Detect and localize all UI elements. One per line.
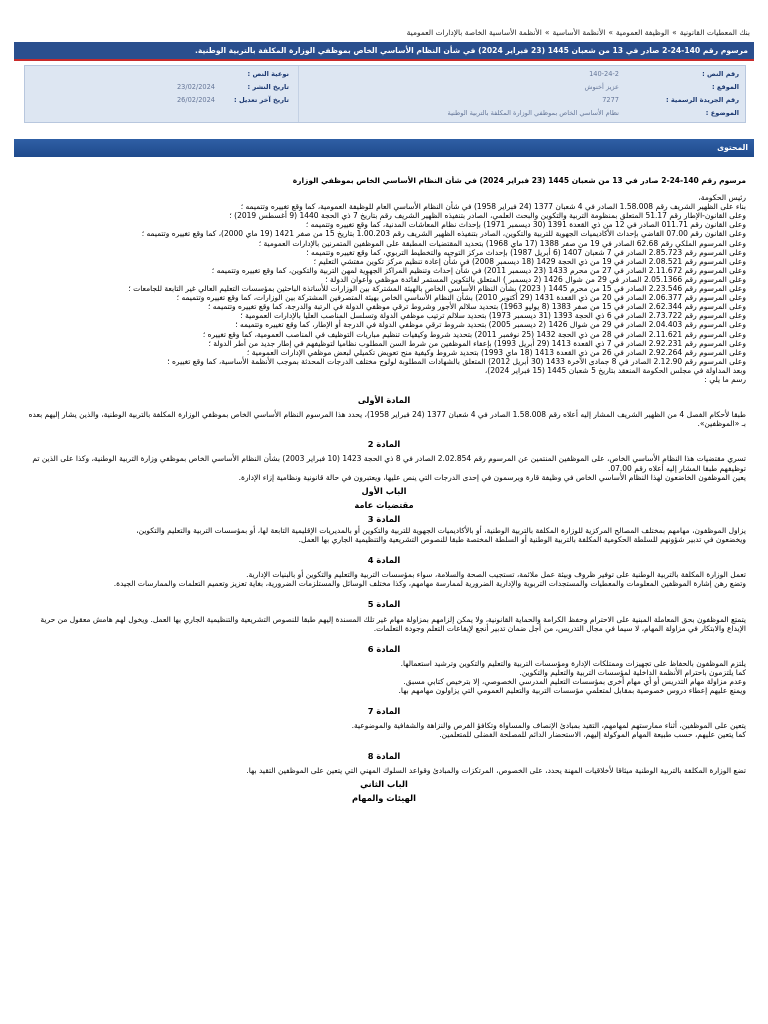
article-paragraph: يزاول الموظفون، مهامهم بمختلف المصالح المركزية للوزارة المكلفة بالتربية الوطنية، أو بالأكاديميات الجهوية للتربية والتكوين أو بالمديريات الإقليمية التابعة لها، أو بمؤسسات التربية والتعليم والتكوين، xyxy=(136,526,746,535)
text-number-value: 140-24-2 xyxy=(589,70,619,78)
article-paragraph: تعمل الوزارة المكلفة بالتربية الوطنية على توفير ظروف وبيئة عمل ملائمة، تستجيب الصحة والسلامة، سواء بمؤسسات التربية والتعليم والتكوين أو بالبنيات الإدارية. xyxy=(246,570,746,580)
metadata-row xyxy=(25,94,745,106)
content-section-header: المحتوى xyxy=(14,139,754,157)
article-paragraph: يتعين على الموظفين، أثناء ممارستهم لمهامهم، التقيد بمبادئ الإنصاف والمساواة وتكافؤ الفرص والنزاهة والشفافية والموضوعية. xyxy=(351,721,746,731)
article-paragraph: يعين الموظفون الخاضعون لهذا النظام الأساسي الخاص في وظيفة قارة ويرسمون في إحدى الدرجات التي ينص عليها، ويعتبرون في حالة قانونية ونظامية إزاء الإدارة. xyxy=(238,472,746,482)
last-modified-label: تاريخ آخر تعديل : xyxy=(234,96,289,104)
last-modified-value: 26/02/2024 xyxy=(176,96,215,104)
article-heading: المادة الأولى xyxy=(357,395,411,406)
preamble-line: وبعد المداولة في مجلس الحكومة المنعقد بتاريخ 5 شعبان 1445 (15 فبراير 2024)، xyxy=(484,365,746,375)
article-paragraph: يلتزم الموظفون بالحفاظ على تجهيزات وممتلكات الإدارة ومؤسسات التربية والتعليم والتكوين وترشيد استعمالها. xyxy=(400,658,746,668)
breadcrumb-separator: » xyxy=(608,28,613,37)
article-paragraph: تسري مقتضيات هذا النظام الأساسي الخاص، على الموظفين المنتمين عن المرسوم رقم 2.02.854 الصادر في 8 ذي الحجة 1423 (10 فبراير 2003) بشأن النظام الأساسي الخاص بموظفي وزارة التربية الوطنية، وكذا على الذين تم توظيفهم طبقا المشار إليه أعلاه رقم 07.00. xyxy=(32,454,746,473)
article-paragraph: كما يتعين عليهم، حسب طبيعة المهام الموكولة إليهم، الاستحضار الدائم للمصلحة الفضلى للمتعلمين. xyxy=(439,730,746,740)
article-paragraph: ويخضعون في تدبير شؤونهم للسلطة الحكومية المكلفة بالتربية الوطنية أو السلطة المختصة طبقا للنصوص التشريعية والتنظيمية الجاري بها العمل. xyxy=(298,535,746,545)
preamble-line: رئيس الحكومة، xyxy=(698,193,746,203)
document-body xyxy=(22,168,746,1024)
article-heading: المادة 2 xyxy=(367,439,401,450)
article-heading: المادة 8 xyxy=(367,750,401,761)
article-heading: المادة 7 xyxy=(367,706,401,717)
preamble-line: وعلى المرسوم رقم 2.92.264 الصادر في 26 من ذي القعدة 1413 (18 ماي 1993) بتحديد شروط وكيفية منح تعويض تكميلي لبعض موظفي الإدارات العمومية ؛ xyxy=(246,347,746,357)
article-paragraph: يتمتع الموظفون بحق المعاملة المبنية على الاحترام وحفظ الكرامة والحماية القانونية، ولا يمكن إلزامهم بمزاولة مهام غير تلك المسندة إليهم طبقا للنصوص التشريعية والتنظيمية الجاري بها العمل. ويخول لهم هامش معقول من حرية الإبداع والابتكار في مزاولة المهام، لا سيما في مجال التدريس، من أجل ضمان تدبير أنجع لإيقاعات التعلم وجودة التعلمات. xyxy=(40,614,746,633)
preamble-line: وعلى المرسوم رقم 2.85.723 الصادر في 7 شعبان 1407 (6 أبريل 1987) بإحداث مركز التوجيه والتخطيط التربوي، كما وقع تغييره وتتميمه ؛ xyxy=(306,247,746,257)
article-heading: المادة 6 xyxy=(367,643,401,654)
chapter-heading: الباب الأول xyxy=(361,485,407,496)
metadata-panel xyxy=(24,65,746,123)
breadcrumb-item-civil-service[interactable]: الوظيفة العمومية xyxy=(615,28,670,37)
gazette-number-value: 7277 xyxy=(602,96,619,104)
text-type-label: نوعية النص : xyxy=(247,70,289,78)
article-heading: المادة 5 xyxy=(367,599,401,610)
publish-date-label: تاريخ النشر : xyxy=(247,83,289,91)
text-number-label: رقم النص : xyxy=(702,70,739,78)
breadcrumb-item-legal-db[interactable]: بنك المعطيات القانونية xyxy=(679,28,750,37)
signatory-label: الموقع : xyxy=(711,83,739,91)
preamble-line: رسم ما يلي : xyxy=(704,374,746,384)
article-paragraph: طبقا لأحكام الفصل 4 من الظهير الشريف المشار إليه أعلاه رقم 1.58.008 الصادر في 4 شعبان 1377 (24 فبراير 1958)، يحدد هذا المرسوم النظام الأساسي الخاص بموظفي الوزارة المكلفة بالتربية الوطنية، والذين يشار إليهم بعده بـ «الموظفين». xyxy=(28,410,746,429)
preamble-line: وعلى المرسوم رقم 2.11.621 الصادر في 28 من ذي الحجة 1432 (25 نوفمبر 2011) بتحديد شروط وكيفيات تنظيم مباريات التوظيف في المناصب العمومية، كما وقع تغييره ؛ xyxy=(202,329,746,339)
article-heading: المادة 4 xyxy=(367,555,401,566)
preamble-line: وعلى المرسوم رقم 2.04.403 الصادر في 29 من شوال 1426 (2 ديسمبر 2005) بتحديد شروط ترقي موظفي الدولة في الدرجة أو الإطار، كما وقع تغييره وتتميمه ؛ xyxy=(235,320,746,330)
preamble-line: وعلى المرسوم رقم 2.06.377 الصادر في 20 من ذي القعدة 1431 (29 أكتوبر 2010) بشأن النظام الأساسي الخاص بهيئة المتصرفين المشتركة بين الوزارات، كما وقع تغييره وتتميمه ؛ xyxy=(176,293,746,303)
chapter-subtitle: مقتضيات عامة xyxy=(354,499,414,510)
page-title: مرسوم رقم 140-24-2 صادر في 13 من شعبان 1445 (23 فبراير 2024) في شأن النظام الأساسي الخاص بموظفي الوزارة المكلفة بالتربية الوطنية. xyxy=(14,42,754,61)
metadata-row xyxy=(25,68,745,80)
breadcrumb-item-special-statutes[interactable]: الأنظمة الأساسية الخاصة بالإدارات العمومية xyxy=(406,28,542,37)
preamble-line: وعلى المرسوم رقم 2.05.1366 الصادر في 29 من شوال 1426 (2 ديسمبر ) المتعلق بالتكوين المستمر لفائدة موظفي وأعوان الدولة ؛ xyxy=(325,274,746,284)
preamble-line: وعلى المرسوم رقم 2.62.344 الصادر في 15 من صفر 1383 (8 يوليو 1963) بتحديد سلالم الأجور وشروط ترقي موظفي الدولة في الرتبة والدرجة، كما وقع تغييره وتتميمه ؛ xyxy=(207,302,746,312)
publish-date-value: 23/02/2024 xyxy=(176,83,215,91)
subject-value: نظام الأساسي الخاص بموظفي الوزارة المكلفة بالتربية الوطنية xyxy=(447,109,619,117)
metadata-row xyxy=(25,81,745,93)
preamble-line: وعلى المرسوم رقم 2.92.231 الصادر في 7 ذي القعدة 1413 (29 أبريل 1993) بإعفاء الموظفين من شرط السن المطلوب نظاميا لتوظيفهم في إطار جديد من أطر الدولة ؛ xyxy=(208,338,746,348)
article-paragraph: كما يلتزمون باحترام الأنظمة الداخلية لمؤسسات التربية والتعليم والتكوين. xyxy=(519,667,746,677)
article-paragraph: وعدم مزاولة مهام التدريس أو أي مهام أخرى بمؤسسات التعليم المدرسي الخصوصي، إلا بترخيص كتابي مسبق. xyxy=(403,677,746,687)
metadata-row xyxy=(25,107,745,119)
preamble-line: وعلى المرسوم رقم 2.11.672 الصادر في 27 من محرم 1433 (23 ديسمبر 2011) في شأن إحداث وتنظيم المراكز الجهوية لمهن التربية والتكوين، كما وقع تغييره وتتميمه ؛ xyxy=(211,265,746,275)
subject-label: الموضوع : xyxy=(705,109,739,117)
article-heading: المادة 3 xyxy=(367,513,401,524)
preamble-line: وعلى المرسوم رقم 2.08.521 الصادر في 19 من ذي الحجة 1429 (18 ديسمبر 2008) في شأن إعادة تنظيم مركز تكوين مفتشي التعليم ؛ xyxy=(313,256,746,266)
preamble-line: وعلى القانون-الإطار رقم 51.17 المتعلق بمنظومة التربية والتكوين والبحث العلمي، الصادر بتنفيذه الظهير الشريف رقم بتاريخ 7 ذي الحجة 1440 (9 أغسطس 2019) ؛ xyxy=(229,211,746,221)
preamble-line: وعلى المرسوم الملكي رقم 62.68 الصادر في 19 من صفر 1388 (17 ماي 1968) بتحديد المقتضيات المطبقة على الموظفين المتمرنين بالإدارات العمومية ؛ xyxy=(258,238,746,248)
preamble-line: وعلى القانون رقم 011.71 الصادر في 12 من ذي القعدة 1391 (30 ديسمبر 1971) بإحداث نظام المعاشات المدنية، كما وقع تغييره وتتميمه ؛ xyxy=(305,220,746,230)
preamble xyxy=(22,193,746,384)
preamble-line: وعلى المرسوم رقم 2.12.90 الصادر في 8 جمادى الآخرة 1433 (30 أبريل 2012) المتعلق بالشهادات المطلوبة لولوج مختلف الدرجات المحدثة بموجب الأنظمة الأساسية، كما وقع تغييره ؛ xyxy=(167,356,746,366)
preamble-line: وعلى القانون رقم 07.00 القاضي بإحداث الأكاديميات الجهوية للتربية والتكوين، الصادر بتنفيذه الظهير الشريف رقم 1.00.203 بتاريخ 15 من صفر 1421 (19 ماي 2000)، كما وقع تغييره وتتميمه ؛ xyxy=(141,229,746,239)
document-title: مرسوم رقم 140-24-2 صادر في 13 من شعبان 1445 (23 فبراير 2024) في شأن النظام الأساسي الخاص بموظفي الوزارة xyxy=(292,176,746,185)
article-paragraph: وتضع رهن إشارة الموظفين المعلومات والمعطيات والمستجدات التربوية والإدارية الضرورية لممارسة مهامهم، وكذا مختلف الوسائل والمستلزمات الضرورية، بغاية تعزيز وتعميم التعلمات والممارسات الجيدة. xyxy=(113,579,746,589)
breadcrumb-item-statutes[interactable]: الأنظمة الأساسية xyxy=(552,28,606,37)
preamble-line: وعلى المرسوم رقم 2.73.722 الصادر في 6 ذي الحجة 1393 (31 ديسمبر 1973) بتحديد سلالم ترتيب موظفي الدولة وتسلسل المناصب العليا بالإدارات العمومية ؛ xyxy=(240,311,746,321)
chapter-subtitle: الهيئات والمهام xyxy=(352,792,416,803)
breadcrumb-separator: » xyxy=(672,28,677,37)
signatory-value: عزيز أخنوش xyxy=(584,83,619,91)
chapter-heading: الباب الثاني xyxy=(360,778,408,789)
preamble-line: بناء على الظهير الشريف رقم 1.58.008 الصادر في 4 شعبان 1377 (24 فبراير 1958) في شأن النظام الأساسي العام للوظيفة العمومية، كما وقع تغييره وتتميمه ؛ xyxy=(240,202,746,212)
preamble-line: وعلى المرسوم رقم 2.23.546 الصادر في 15 من محرم 1445 ( 2023) بشأن النظام الأساسي الخاص بالهيئة المشتركة بين الوزارات للأساتذة الباحثين بمؤسسات التعليم العالي غير التابعة للجامعات ؛ xyxy=(128,284,746,294)
breadcrumb xyxy=(18,28,750,42)
article-paragraph: ويمنع عليهم إعطاء دروس خصوصية بمقابل لمتعلمي مؤسسات التربية والتعليم العمومي التي يزاولون مهامهم بها. xyxy=(398,686,746,696)
gazette-number-label: رقم الجريدة الرسمية : xyxy=(665,96,739,104)
breadcrumb-separator: » xyxy=(544,28,550,37)
article-paragraph: تضع الوزارة المكلفة بالتربية الوطنية ميثاقا لأخلاقيات المهنة يحدد، على الخصوص، المرتكزات والمبادئ وقواعد السلوك المهني التي يتعين على الموظفين التقيد بها. xyxy=(246,765,746,775)
